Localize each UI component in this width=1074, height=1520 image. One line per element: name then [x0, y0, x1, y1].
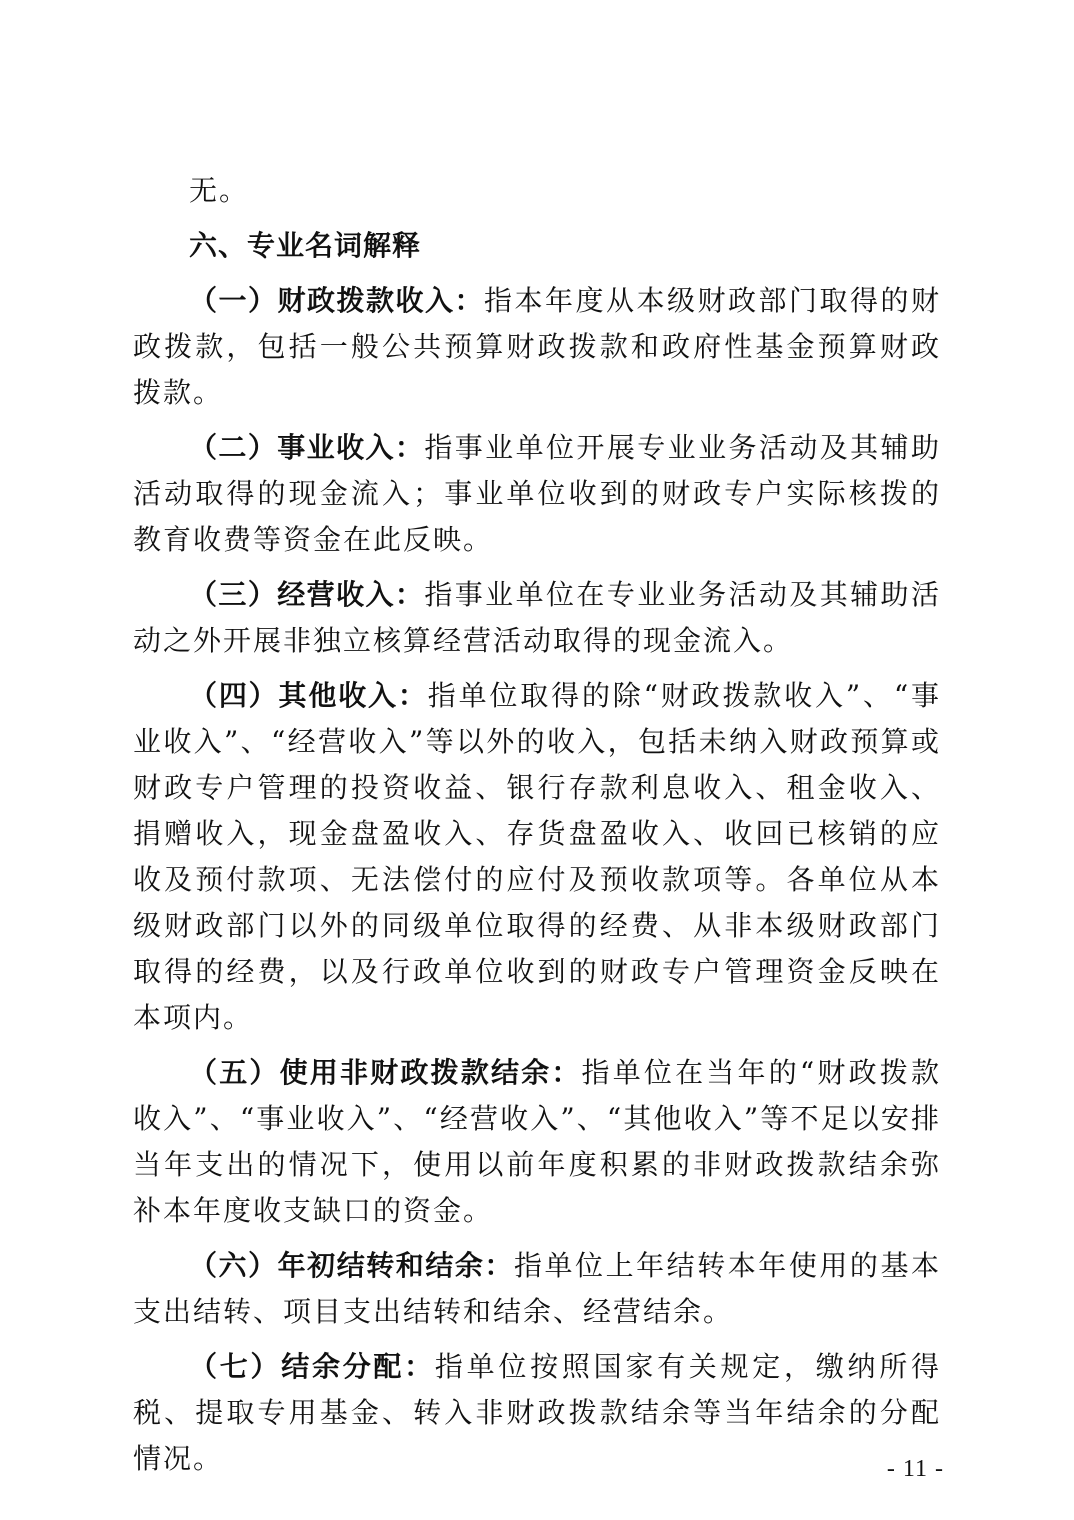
definition-paragraph: [133, 1344, 941, 1482]
definition-text: 指单位取得的除“财政拨款收入”、“事业收入”、“经营收入”等以外的收入，包括未纳入财政预算或财政专户管理的投资收益、银行存款利息收入、租金收入、捐赠收入，现金盘盈收入、存货盘盈收入、收回已核销的应收及预付款项、无法偿付的应付及预收款项等。各单位从本级财政部门以外的同级单位取得的经费、从非本级财政部门取得的经费，以及行政单位收到的财政专户管理资金反映在本项内。: [133, 679, 941, 1034]
definition-term: （七）结余分配：: [189, 1350, 435, 1383]
document-content: [133, 168, 941, 1482]
definition-text: 指事业单位在专业业务活动及其辅助活动之外开展非独立核算经营活动取得的现金流入。: [133, 578, 941, 657]
definition-term: （一）财政拨款收入：: [189, 284, 484, 317]
definition-text: 指事业单位开展专业业务活动及其辅助活动取得的现金流入；事业单位收到的财政专户实际核拨的教育收费等资金在此反映。: [133, 431, 941, 556]
definition-term: （三）经营收入：: [189, 578, 425, 611]
definition-term: （四）其他收入：: [189, 679, 428, 712]
definition-paragraph: [133, 1050, 941, 1234]
definition-paragraph: [133, 572, 941, 664]
intro-paragraph: 无。: [189, 174, 250, 207]
definition-term: （六）年初结转和结余：: [189, 1249, 514, 1282]
page-number: - 11 -: [886, 1456, 944, 1482]
definition-paragraph: [133, 1243, 941, 1335]
section-heading: 六、专业名词解释: [189, 229, 422, 262]
definition-paragraph: [133, 673, 941, 1041]
definition-paragraph: [133, 278, 941, 416]
definition-text: 指本年度从本级财政部门取得的财政拨款，包括一般公共预算财政拨款和政府性基金预算财政拨款。: [133, 284, 941, 409]
definition-text: 指单位在当年的“财政拨款收入”、“事业收入”、“经营收入”、“其他收入”等不足以安排当年支出的情况下，使用以前年度积累的非财政拨款结余弥补本年度收支缺口的资金。: [133, 1056, 941, 1227]
definition-term: （五）使用非财政拨款结余：: [189, 1056, 582, 1089]
definition-text: 指单位按照国家有关规定，缴纳所得税、提取专用基金、转入非财政拨款结余等当年结余的分配情况。: [133, 1350, 941, 1475]
definition-term: （二）事业收入：: [189, 431, 425, 464]
definition-paragraph: [133, 425, 941, 563]
definition-text: 指单位上年结转本年使用的基本支出结转、项目支出结转和结余、经营结余。: [133, 1249, 941, 1328]
